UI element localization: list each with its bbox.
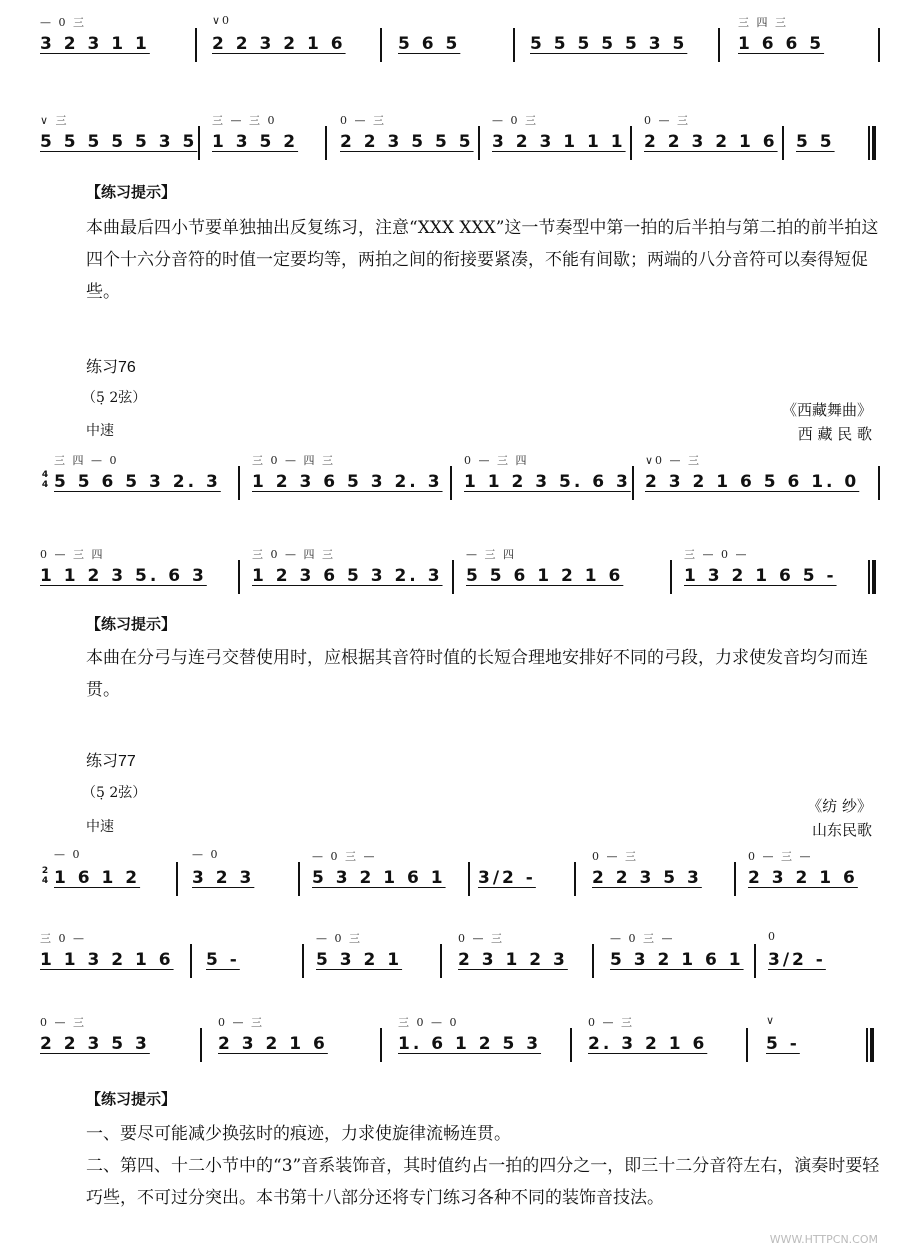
notes: 1 1 3 2 1 6: [40, 950, 174, 970]
barline: [200, 1028, 202, 1062]
notes: 1 2 3 6 5 3 2. 3: [252, 566, 443, 586]
notes: 5 3 2 1 6 1: [312, 868, 446, 888]
measure: [192, 848, 282, 898]
notes: 3 2 3 1 1 1: [492, 132, 626, 152]
measure: [398, 14, 498, 64]
bowing-marks: 0 — 三: [340, 114, 386, 127]
bowing-marks: 三 0 — 四 三: [252, 548, 335, 561]
bowing-marks: 三 0 — 0: [398, 1016, 459, 1029]
barline: [452, 560, 454, 594]
notes: 1 6 1 2: [54, 868, 141, 888]
measure: [738, 14, 868, 64]
bowing-marks: 三 — 三 0: [212, 114, 277, 127]
measure: [592, 848, 732, 898]
measure: [458, 930, 588, 980]
barline: [176, 862, 178, 896]
measure: [398, 1014, 558, 1064]
notes: 5 5: [796, 132, 835, 152]
barline: [718, 28, 720, 62]
barline: [238, 466, 240, 500]
notes: 2 3 2 1 6: [748, 868, 858, 888]
barline: [746, 1028, 748, 1062]
notes: 3/2 -: [768, 950, 826, 970]
measure: [766, 1014, 856, 1064]
notes: 2 3 2 1 6: [218, 1034, 328, 1054]
notes: 3/2 -: [478, 868, 536, 888]
bowing-marks: ∨: [766, 1014, 777, 1027]
barline: [878, 28, 880, 62]
measure: [54, 452, 244, 502]
measure: [40, 930, 190, 980]
barline: [782, 126, 784, 160]
barline: [190, 944, 192, 978]
measure: [684, 546, 864, 596]
bowing-marks: — 0 三 —: [312, 850, 377, 863]
bowing-marks: 三 四 — 0: [54, 454, 119, 467]
source-origin: 西 藏 民 歌: [797, 425, 872, 443]
bowing-marks: 0 — 三 四: [40, 548, 105, 561]
notes: 2 3 1 2 3: [458, 950, 568, 970]
measure: [768, 930, 868, 980]
barline: [380, 28, 382, 62]
measure: [252, 452, 452, 502]
barline: [238, 560, 240, 594]
notes: 1 1 2 3 5. 6 3: [464, 472, 631, 492]
barline: [574, 862, 576, 896]
notes: 5 5 6 1 2 1 6: [466, 566, 624, 586]
measure: [316, 930, 436, 980]
tip-paragraph-1: 一、要尽可能减少换弦时的痕迹，力求使旋律流畅连贯。: [86, 1124, 511, 1144]
notes: 5 3 2 1 6 1: [610, 950, 744, 970]
measure: [464, 452, 644, 502]
notes: 1 3 2 1 6 5 -: [684, 566, 837, 586]
measure: [644, 112, 784, 162]
final-barline: [868, 560, 877, 594]
top-staff-line-2: [40, 112, 885, 162]
barline: [468, 862, 470, 896]
bowing-marks: 0 — 三: [40, 1016, 86, 1029]
bowing-marks: — 0: [192, 848, 220, 861]
measure: [212, 112, 322, 162]
notes: 1 2 3 6 5 3 2. 3: [252, 472, 443, 492]
barline: [450, 466, 452, 500]
tempo-marking: 中速: [86, 819, 114, 835]
notes: 2 3 2 1 6 5 6 1. 0: [645, 472, 860, 492]
ex76-staff-line-1: [40, 452, 885, 502]
source-info: [782, 398, 872, 446]
exercise-title: 练习76: [86, 359, 136, 376]
source-origin: 山东民歌: [811, 821, 872, 839]
notes: 2 2 3 5 3: [592, 868, 702, 888]
barline: [198, 126, 200, 160]
barline: [302, 944, 304, 978]
bowing-marks: 0 — 三 —: [748, 850, 813, 863]
bowing-marks: 0 — 三: [218, 1016, 264, 1029]
bowing-marks: — 0 三: [492, 114, 538, 127]
ex77-staff-line-2: [40, 930, 885, 980]
barline: [592, 944, 594, 978]
measure: [40, 546, 240, 596]
notes: 1 1 2 3 5. 6 3: [40, 566, 207, 586]
bowing-marks: 三 0 —: [40, 932, 86, 945]
measure: [252, 546, 452, 596]
tip-heading: 【练习提示】: [86, 616, 177, 633]
measure: [478, 848, 568, 898]
barline: [670, 560, 672, 594]
measure: [530, 14, 710, 64]
measure: [218, 1014, 368, 1064]
notes: 2 2 3 2 1 6: [644, 132, 778, 152]
source-title: 《西藏舞曲》: [781, 401, 872, 419]
bowing-marks: — 0 三 —: [610, 932, 675, 945]
barline: [380, 1028, 382, 1062]
barline: [734, 862, 736, 896]
notes: 5 5 5 5 5 3 5: [530, 34, 688, 54]
notes: 3 2 3 1 1: [40, 34, 150, 54]
barline: [630, 126, 632, 160]
measure: [796, 112, 866, 162]
barline: [513, 28, 515, 62]
top-staff-line-1: [40, 14, 885, 64]
string-tuning: （5̣ 2弦）: [82, 390, 147, 406]
tip-heading: 【练习提示】: [86, 1091, 177, 1108]
barline: [298, 862, 300, 896]
notes: 2. 3 2 1 6: [588, 1034, 708, 1054]
measure: [312, 848, 462, 898]
barline: [195, 28, 197, 62]
measure: [748, 848, 868, 898]
notes: 5 3 2 1: [316, 950, 403, 970]
bowing-marks: ∨0: [212, 14, 232, 27]
measure: [40, 112, 198, 162]
final-barline: [866, 1028, 875, 1062]
ex77-staff-line-3: [40, 1014, 885, 1064]
notes: 2 2 3 5 3: [40, 1034, 150, 1054]
measure: [610, 930, 750, 980]
bowing-marks: — 0: [54, 848, 82, 861]
measure: [588, 1014, 738, 1064]
bowing-marks: — 0 三: [40, 16, 86, 29]
ex76-staff-line-2: [40, 546, 885, 596]
bowing-marks: 0 — 三 四: [464, 454, 529, 467]
measure: [206, 930, 286, 980]
bowing-marks: 0 — 三: [592, 850, 638, 863]
measure: [212, 14, 372, 64]
notes: 1. 6 1 2 5 3: [398, 1034, 542, 1054]
barline: [570, 1028, 572, 1062]
barline: [440, 944, 442, 978]
tip-heading: 【练习提示】: [86, 184, 177, 201]
notes: 5 5 6 5 3 2. 3: [54, 472, 221, 492]
notes: 2 2 3 2 1 6: [212, 34, 346, 54]
notes: 3 2 3: [192, 868, 255, 888]
notes: 1 3 5 2: [212, 132, 299, 152]
bowing-marks: ∨ 三: [40, 114, 69, 127]
source-info: [807, 794, 872, 842]
measure: [40, 1014, 190, 1064]
bowing-marks: 0 — 三: [458, 932, 504, 945]
time-signature: 2 4: [41, 866, 49, 886]
bowing-marks: 三 — 0 —: [684, 548, 749, 561]
ex77-staff-line-1: [40, 848, 885, 898]
measure: [492, 112, 632, 162]
notes: 5 6 5: [398, 34, 461, 54]
tip-paragraph: 本曲最后四小节要单独抽出反复练习，注意“XXX XXX”这一节奏型中第一拍的后半拍与第二拍的前半拍这四个十六分音符的时值一定要均等，两拍之间的衔接要紧凑，不能有间歇；两端的八分音符可以奏得短促些。: [86, 218, 879, 302]
barline: [754, 944, 756, 978]
notes: 5 -: [206, 950, 240, 970]
source-title: 《纺 纱》: [807, 797, 872, 815]
final-barline: [868, 126, 877, 160]
notes: 5 -: [766, 1034, 800, 1054]
barline: [325, 126, 327, 160]
string-tuning: （5̣ 2弦）: [82, 785, 147, 801]
notes: 5 5 5 5 5 3 5: [40, 132, 198, 152]
tempo-marking: 中速: [86, 423, 114, 439]
notes: 2 2 3 5 5 5: [340, 132, 474, 152]
tip-paragraph: 本曲在分弓与连弓交替使用时，应根据其音符时值的长短合理地安排好不同的弓段，力求使发音均匀而连贯。: [86, 648, 868, 700]
bowing-marks: ∨0 — 三: [645, 454, 702, 467]
watermark: WWW.HTTPCN.COM: [769, 1233, 878, 1246]
measure: [54, 848, 164, 898]
bowing-marks: 0 — 三: [644, 114, 690, 127]
bowing-marks: 三 0 — 四 三: [252, 454, 335, 467]
measure: [340, 112, 480, 162]
bowing-marks: — 三 四: [466, 548, 516, 561]
bowing-marks: 三 四 三: [738, 16, 788, 29]
notes: 1 6 6 5: [738, 34, 825, 54]
time-signature: 4 4: [41, 470, 49, 490]
bowing-marks: 0 — 三: [588, 1016, 634, 1029]
measure: [40, 14, 190, 64]
measure: [466, 546, 646, 596]
bowing-marks: — 0 三: [316, 932, 362, 945]
measure: [645, 452, 875, 502]
exercise-title: 练习77: [86, 753, 136, 770]
barline: [478, 126, 480, 160]
bowing-marks: 0: [768, 930, 777, 943]
barline: [632, 466, 634, 500]
barline: [878, 466, 880, 500]
tip-paragraph-2: 二、第四、十二小节中的“3”音系装饰音，其时值约占一拍的四分之一，即三十二分音符左右，演奏时要轻巧些，不可过分突出。本书第十八部分还将专门练习各种不同的装饰音技法。: [86, 1156, 880, 1208]
